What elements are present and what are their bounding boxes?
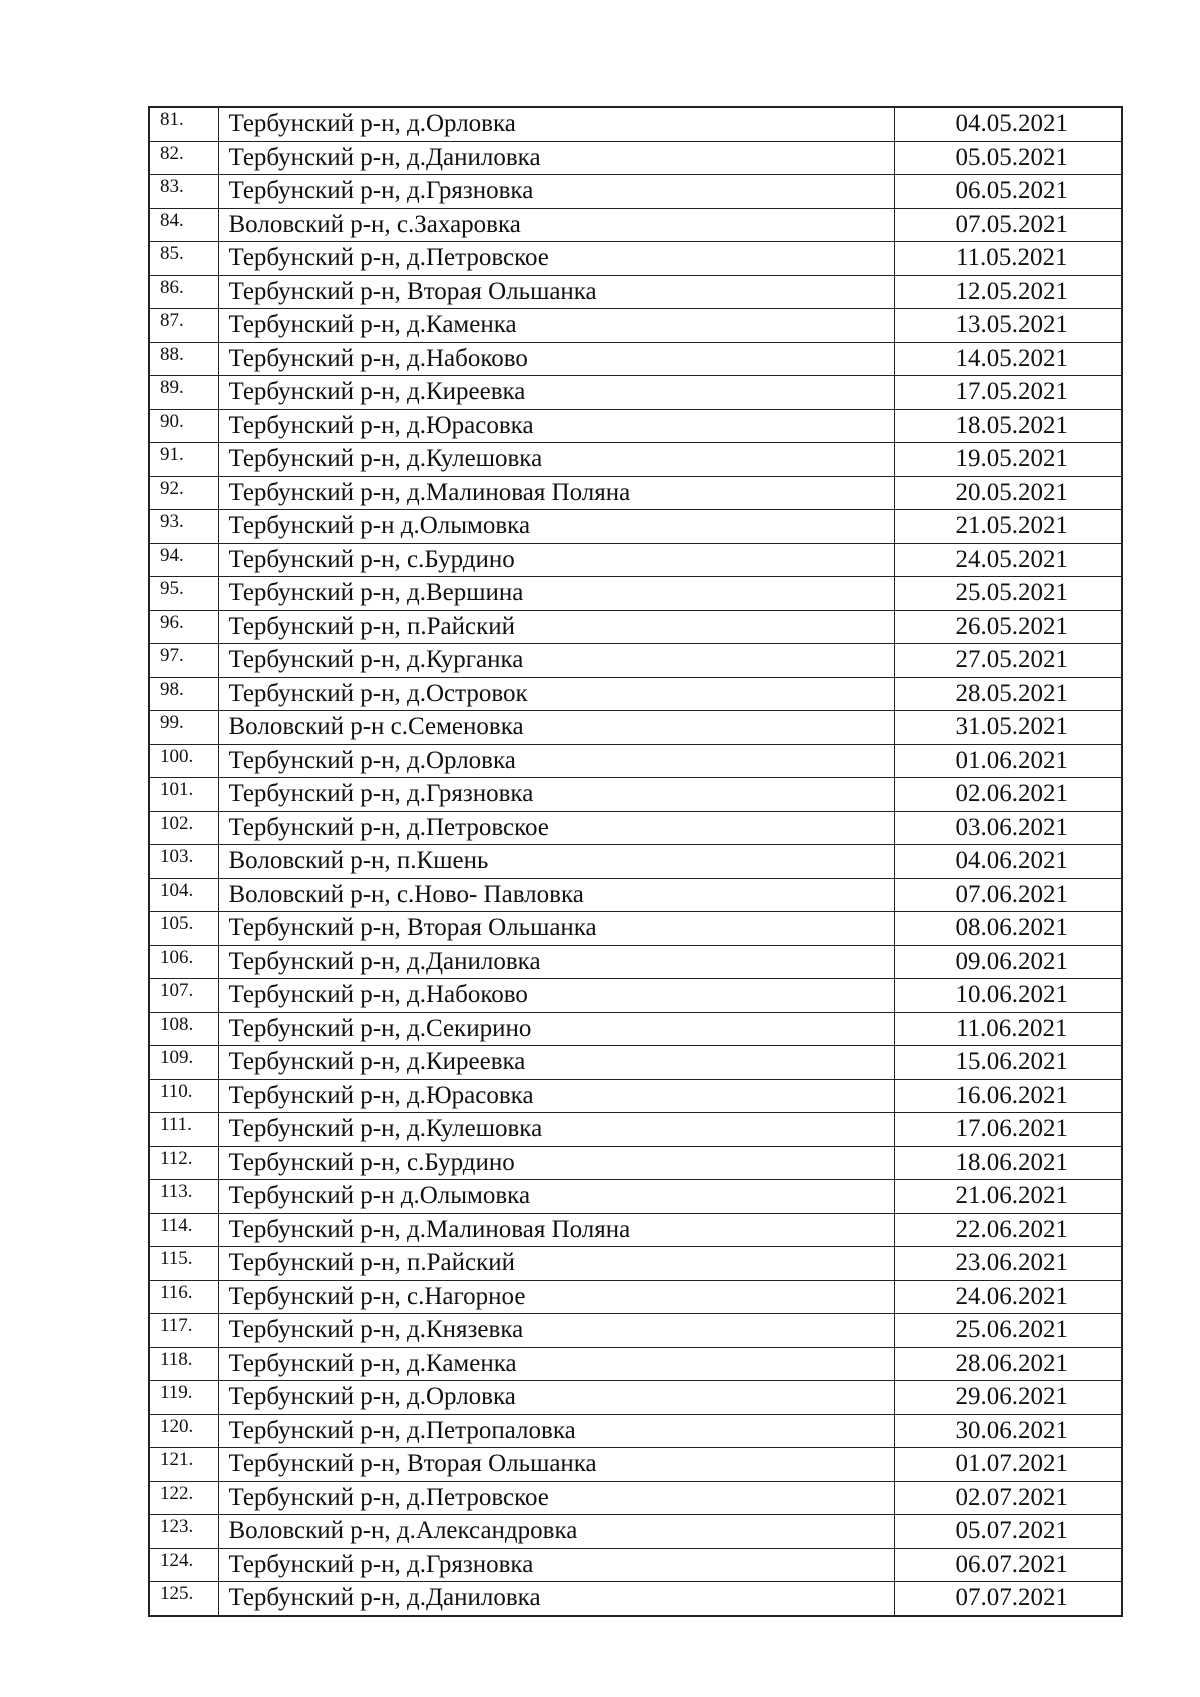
table-row (149, 443, 1122, 477)
table-row (149, 610, 1122, 644)
row-number: 122. (149, 1481, 218, 1515)
row-number: 117. (149, 1314, 218, 1348)
row-date: 06.05.2021 (894, 175, 1122, 209)
row-number: 108. (149, 1012, 218, 1046)
table-row (149, 778, 1122, 812)
row-number: 90. (149, 409, 218, 443)
row-date: 25.05.2021 (894, 577, 1122, 611)
table-row (149, 979, 1122, 1013)
row-date: 04.06.2021 (894, 845, 1122, 879)
table-row (149, 409, 1122, 443)
table-row (149, 845, 1122, 879)
row-number: 110. (149, 1079, 218, 1113)
table-row (149, 677, 1122, 711)
table-row (149, 275, 1122, 309)
row-date: 05.05.2021 (894, 141, 1122, 175)
row-location: Тербунский р-н, д.Набоково (218, 979, 894, 1013)
row-location: Тербунский р-н, с.Бурдино (218, 543, 894, 577)
row-date: 02.06.2021 (894, 778, 1122, 812)
schedule-table-body (149, 107, 1122, 1616)
row-number: 105. (149, 912, 218, 946)
row-number: 89. (149, 376, 218, 410)
row-date: 10.06.2021 (894, 979, 1122, 1013)
table-row (149, 1414, 1122, 1448)
row-location: Тербунский р-н, с.Бурдино (218, 1146, 894, 1180)
table-row (149, 1012, 1122, 1046)
table-row (149, 744, 1122, 778)
table-row (149, 107, 1122, 141)
row-location: Тербунский р-н, с.Нагорное (218, 1280, 894, 1314)
row-number: 113. (149, 1180, 218, 1214)
row-location: Тербунский р-н, д.Петровское (218, 1481, 894, 1515)
row-date: 31.05.2021 (894, 711, 1122, 745)
row-number: 109. (149, 1046, 218, 1080)
row-date: 19.05.2021 (894, 443, 1122, 477)
row-location: Тербунский р-н, д.Даниловка (218, 945, 894, 979)
row-number: 94. (149, 543, 218, 577)
table-row (149, 1247, 1122, 1281)
row-location: Тербунский р-н, д.Даниловка (218, 141, 894, 175)
row-location: Тербунский р-н, д.Орловка (218, 744, 894, 778)
row-number: 103. (149, 845, 218, 879)
table-row (149, 1046, 1122, 1080)
row-date: 06.07.2021 (894, 1548, 1122, 1582)
row-date: 18.05.2021 (894, 409, 1122, 443)
row-location: Воловский р-н с.Семеновка (218, 711, 894, 745)
row-location: Тербунский р-н, д.Петровское (218, 242, 894, 276)
row-date: 21.06.2021 (894, 1180, 1122, 1214)
row-number: 86. (149, 275, 218, 309)
row-date: 18.06.2021 (894, 1146, 1122, 1180)
row-location: Тербунский р-н, д.Юрасовка (218, 1079, 894, 1113)
table-row (149, 208, 1122, 242)
table-row (149, 644, 1122, 678)
row-location: Тербунский р-н, д.Даниловка (218, 1582, 894, 1616)
row-location: Тербунский р-н, д.Секирино (218, 1012, 894, 1046)
row-number: 125. (149, 1582, 218, 1616)
row-number: 119. (149, 1381, 218, 1415)
row-number: 111. (149, 1113, 218, 1147)
row-date: 30.06.2021 (894, 1414, 1122, 1448)
row-date: 24.06.2021 (894, 1280, 1122, 1314)
row-date: 07.07.2021 (894, 1582, 1122, 1616)
row-date: 21.05.2021 (894, 510, 1122, 544)
row-date: 12.05.2021 (894, 275, 1122, 309)
row-number: 93. (149, 510, 218, 544)
row-location: Тербунский р-н, д.Орловка (218, 1381, 894, 1415)
row-location: Тербунский р-н, д.Грязновка (218, 778, 894, 812)
document-page (148, 106, 1121, 1617)
row-date: 02.07.2021 (894, 1481, 1122, 1515)
row-date: 17.06.2021 (894, 1113, 1122, 1147)
row-location: Тербунский р-н, д.Кулешовка (218, 1113, 894, 1147)
row-location: Тербунский р-н, д.Юрасовка (218, 409, 894, 443)
table-row (149, 1347, 1122, 1381)
row-number: 96. (149, 610, 218, 644)
row-number: 102. (149, 811, 218, 845)
row-number: 118. (149, 1347, 218, 1381)
row-date: 05.07.2021 (894, 1515, 1122, 1549)
row-date: 22.06.2021 (894, 1213, 1122, 1247)
table-row (149, 811, 1122, 845)
row-location: Тербунский р-н, д.Петропаловка (218, 1414, 894, 1448)
row-number: 114. (149, 1213, 218, 1247)
row-date: 28.05.2021 (894, 677, 1122, 711)
table-row (149, 543, 1122, 577)
row-number: 85. (149, 242, 218, 276)
row-date: 27.05.2021 (894, 644, 1122, 678)
table-row (149, 912, 1122, 946)
row-location: Тербунский р-н, д.Грязновка (218, 175, 894, 209)
row-date: 09.06.2021 (894, 945, 1122, 979)
row-location: Тербунский р-н, д.Малиновая Поляна (218, 476, 894, 510)
row-number: 99. (149, 711, 218, 745)
row-date: 17.05.2021 (894, 376, 1122, 410)
row-date: 28.06.2021 (894, 1347, 1122, 1381)
row-date: 24.05.2021 (894, 543, 1122, 577)
row-number: 92. (149, 476, 218, 510)
table-row (149, 1113, 1122, 1147)
row-date: 26.05.2021 (894, 610, 1122, 644)
table-row (149, 1180, 1122, 1214)
table-row (149, 577, 1122, 611)
row-number: 101. (149, 778, 218, 812)
row-date: 07.06.2021 (894, 878, 1122, 912)
row-date: 03.06.2021 (894, 811, 1122, 845)
row-number: 81. (149, 107, 218, 141)
row-location: Тербунский р-н, д.Каменка (218, 1347, 894, 1381)
table-row (149, 1381, 1122, 1415)
row-location: Тербунский р-н д.Олымовка (218, 1180, 894, 1214)
row-location: Воловский р-н, п.Кшень (218, 845, 894, 879)
row-number: 84. (149, 208, 218, 242)
table-row (149, 1582, 1122, 1616)
row-location: Тербунский р-н, д.Петровское (218, 811, 894, 845)
row-number: 87. (149, 309, 218, 343)
row-location: Тербунский р-н, д.Набоково (218, 342, 894, 376)
row-number: 98. (149, 677, 218, 711)
row-location: Тербунский р-н, д.Вершина (218, 577, 894, 611)
row-date: 13.05.2021 (894, 309, 1122, 343)
row-number: 115. (149, 1247, 218, 1281)
row-date: 01.07.2021 (894, 1448, 1122, 1482)
row-date: 11.06.2021 (894, 1012, 1122, 1046)
schedule-table (148, 106, 1123, 1617)
row-location: Тербунский р-н, Вторая Ольшанка (218, 1448, 894, 1482)
row-number: 112. (149, 1146, 218, 1180)
row-number: 120. (149, 1414, 218, 1448)
row-number: 82. (149, 141, 218, 175)
table-row (149, 1515, 1122, 1549)
row-number: 121. (149, 1448, 218, 1482)
row-location: Тербунский р-н, д.Каменка (218, 309, 894, 343)
row-date: 11.05.2021 (894, 242, 1122, 276)
table-row (149, 1146, 1122, 1180)
row-location: Тербунский р-н, д.Орловка (218, 107, 894, 141)
row-number: 88. (149, 342, 218, 376)
row-date: 14.05.2021 (894, 342, 1122, 376)
row-location: Тербунский р-н, д.Островок (218, 677, 894, 711)
row-date: 07.05.2021 (894, 208, 1122, 242)
row-date: 29.06.2021 (894, 1381, 1122, 1415)
row-number: 100. (149, 744, 218, 778)
table-row (149, 1314, 1122, 1348)
table-row (149, 878, 1122, 912)
row-date: 23.06.2021 (894, 1247, 1122, 1281)
row-number: 95. (149, 577, 218, 611)
table-row (149, 342, 1122, 376)
row-location: Тербунский р-н, д.Кулешовка (218, 443, 894, 477)
table-row (149, 1213, 1122, 1247)
row-location: Воловский р-н, с.Ново- Павловка (218, 878, 894, 912)
table-row (149, 175, 1122, 209)
table-row (149, 376, 1122, 410)
row-location: Тербунский р-н, п.Райский (218, 1247, 894, 1281)
row-date: 20.05.2021 (894, 476, 1122, 510)
table-row (149, 242, 1122, 276)
row-number: 124. (149, 1548, 218, 1582)
row-number: 104. (149, 878, 218, 912)
row-location: Тербунский р-н, д.Киреевка (218, 1046, 894, 1080)
row-location: Тербунский р-н, д.Князевка (218, 1314, 894, 1348)
row-location: Тербунский р-н, Вторая Ольшанка (218, 275, 894, 309)
table-row (149, 1548, 1122, 1582)
table-row (149, 711, 1122, 745)
table-row (149, 1280, 1122, 1314)
row-number: 106. (149, 945, 218, 979)
row-number: 91. (149, 443, 218, 477)
row-location: Тербунский р-н, д.Малиновая Поляна (218, 1213, 894, 1247)
row-location: Воловский р-н, д.Александровка (218, 1515, 894, 1549)
table-row (149, 1481, 1122, 1515)
table-row (149, 945, 1122, 979)
row-location: Воловский р-н, с.Захаровка (218, 208, 894, 242)
row-date: 04.05.2021 (894, 107, 1122, 141)
row-number: 116. (149, 1280, 218, 1314)
row-location: Тербунский р-н, Вторая Ольшанка (218, 912, 894, 946)
row-location: Тербунский р-н, п.Райский (218, 610, 894, 644)
row-date: 01.06.2021 (894, 744, 1122, 778)
table-row (149, 309, 1122, 343)
table-row (149, 510, 1122, 544)
row-number: 83. (149, 175, 218, 209)
table-row (149, 141, 1122, 175)
row-number: 123. (149, 1515, 218, 1549)
row-number: 107. (149, 979, 218, 1013)
row-location: Тербунский р-н д.Олымовка (218, 510, 894, 544)
row-location: Тербунский р-н, д.Грязновка (218, 1548, 894, 1582)
row-location: Тербунский р-н, д.Киреевка (218, 376, 894, 410)
table-row (149, 1079, 1122, 1113)
row-date: 15.06.2021 (894, 1046, 1122, 1080)
row-location: Тербунский р-н, д.Курганка (218, 644, 894, 678)
row-date: 16.06.2021 (894, 1079, 1122, 1113)
table-row (149, 1448, 1122, 1482)
table-row (149, 476, 1122, 510)
row-date: 25.06.2021 (894, 1314, 1122, 1348)
row-date: 08.06.2021 (894, 912, 1122, 946)
row-number: 97. (149, 644, 218, 678)
